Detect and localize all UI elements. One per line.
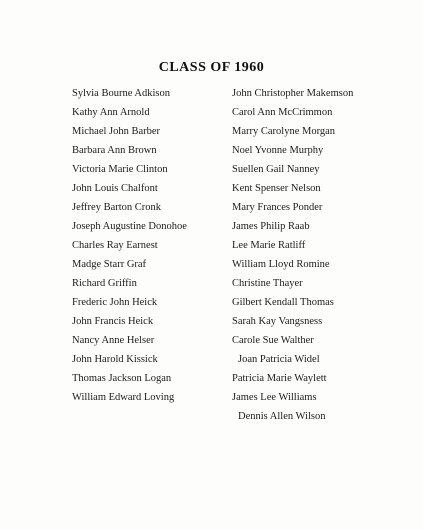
list-item: Gilbert Kendall Thomas (232, 297, 334, 308)
list-item: Dennis Allen Wilson (238, 411, 326, 422)
list-item: Nancy Anne Helser (72, 335, 155, 346)
list-item: Carole Sue Walther (232, 335, 314, 346)
list-item: Charles Ray Earnest (72, 240, 158, 251)
list-item: James Lee Williams (232, 392, 317, 403)
list-item: Richard Griffin (72, 278, 137, 289)
list-item: Thomas Jackson Logan (72, 373, 172, 384)
list-item: James Philip Raab (232, 221, 310, 232)
list-item: Frederic John Heick (72, 297, 158, 308)
list-item: Marry Carolyne Morgan (232, 126, 336, 137)
list-item: William Edward Loving (72, 392, 175, 403)
list-item: Mary Frances Ponder (232, 202, 323, 213)
list-item: Lee Marie Ratliff (232, 240, 306, 251)
list-item: John Harold Kissick (72, 354, 158, 365)
list-item: John Christopher Makemson (232, 88, 354, 99)
list-item: Michael John Barber (72, 126, 161, 137)
list-item: William Lloyd Romine (232, 259, 330, 270)
list-item: Victoria Marie Clinton (72, 164, 168, 175)
list-item: Joseph Augustine Donohoe (72, 221, 187, 232)
list-item: Suellen Gail Nanney (232, 164, 320, 175)
list-item: Christine Thayer (232, 278, 303, 289)
list-item: Kent Spenser Nelson (232, 183, 321, 194)
list-item: Sylvia Bourne Adkison (72, 88, 171, 99)
list-item: Jeffrey Barton Cronk (72, 202, 162, 213)
left-name-column (72, 84, 187, 407)
list-item: Kathy Ann Arnold (72, 107, 150, 118)
right-name-column (232, 84, 353, 426)
list-item: John Francis Heick (72, 316, 154, 327)
list-item: Noel Yvonne Murphy (232, 145, 324, 156)
list-item: Barbara Ann Brown (72, 145, 157, 156)
list-item: Madge Starr Graf (72, 259, 147, 270)
list-item: Carol Ann McCrimmon (232, 107, 333, 118)
list-item: Joan Patricia Widel (238, 354, 320, 365)
page-title: CLASS OF 1960 (158, 60, 265, 75)
list-item: John Louis Chalfont (72, 183, 158, 194)
list-item: Patricia Marie Waylett (232, 373, 327, 384)
list-item: Sarah Kay Vangsness (232, 316, 323, 327)
